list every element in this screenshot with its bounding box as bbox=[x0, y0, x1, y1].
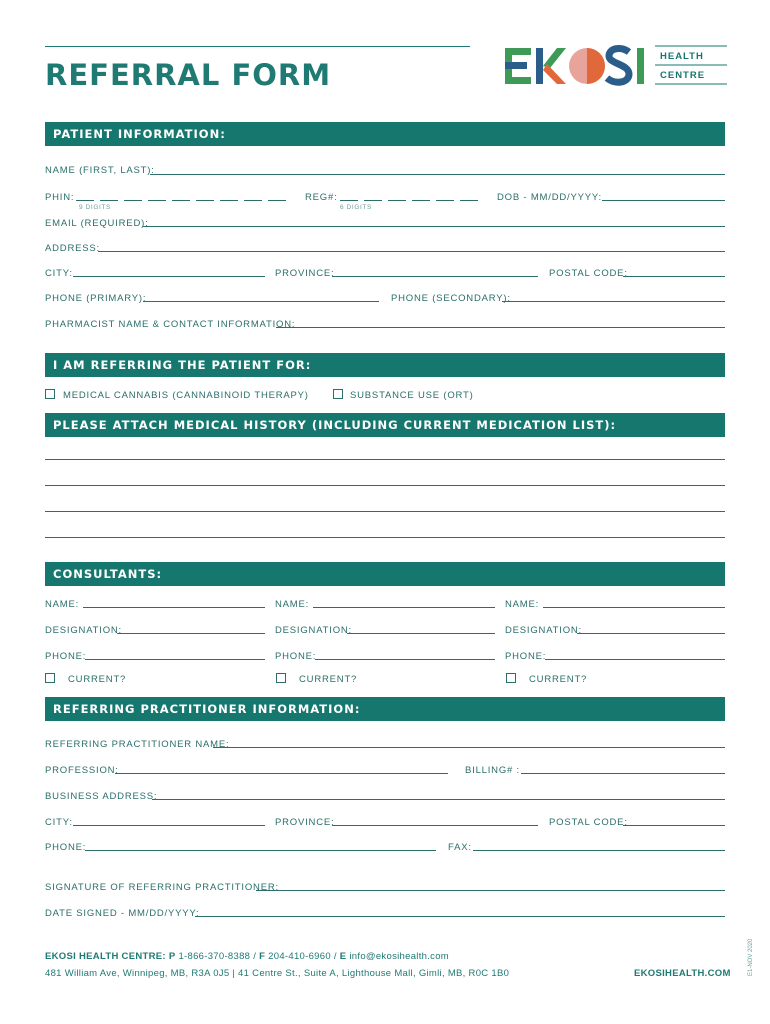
form-version: E1-NOV 2020 bbox=[748, 938, 754, 976]
phin-hint: 9 DIGITS bbox=[79, 204, 111, 211]
profession-label: PROFESSION: bbox=[45, 765, 119, 776]
phone-primary-label: PHONE (PRIMARY): bbox=[45, 293, 147, 304]
consultant3-current-label: CURRENT? bbox=[529, 674, 588, 685]
billing-field[interactable] bbox=[521, 773, 725, 774]
signature-field[interactable] bbox=[256, 890, 725, 891]
history-line-4[interactable] bbox=[45, 537, 725, 538]
consultant2-current-checkbox[interactable] bbox=[276, 673, 286, 683]
history-line-3[interactable] bbox=[45, 511, 725, 512]
consultant1-phone-field[interactable] bbox=[85, 659, 265, 660]
patient-name-field[interactable] bbox=[150, 174, 725, 175]
logo-sub-centre: CENTRE bbox=[660, 70, 706, 81]
date-signed-field[interactable] bbox=[195, 916, 725, 917]
footer-e-label: E bbox=[339, 951, 347, 962]
consultant2-phone-field[interactable] bbox=[315, 659, 495, 660]
consultant1-current-label: CURRENT? bbox=[68, 674, 127, 685]
practitioner-province-label: PROVINCE: bbox=[275, 817, 335, 828]
consultant3-designation-label: DESIGNATION: bbox=[505, 625, 582, 636]
address-label: ADDRESS: bbox=[45, 243, 100, 254]
pharmacist-label: PHARMACIST NAME & CONTACT INFORMATION: bbox=[45, 319, 296, 330]
postal-label: POSTAL CODE: bbox=[549, 268, 628, 279]
business-address-label: BUSINESS ADDRESS: bbox=[45, 791, 158, 802]
practitioner-city-field[interactable] bbox=[73, 825, 265, 826]
email-field[interactable] bbox=[143, 226, 725, 227]
history-line-2[interactable] bbox=[45, 485, 725, 486]
reg-field[interactable] bbox=[340, 200, 478, 202]
consultant1-name-label: NAME: bbox=[45, 599, 80, 610]
consultant3-name-label: NAME: bbox=[505, 599, 540, 610]
footer-org: EKOSI HEALTH CENTRE: bbox=[45, 951, 166, 962]
history-line-1[interactable] bbox=[45, 459, 725, 460]
footer-website[interactable]: EKOSIHEALTH.COM bbox=[634, 968, 731, 979]
substance-checkbox[interactable] bbox=[333, 389, 343, 399]
practitioner-postal-label: POSTAL CODE: bbox=[549, 817, 628, 828]
dob-field[interactable] bbox=[602, 200, 725, 201]
consultants-heading: CONSULTANTS: bbox=[45, 562, 725, 586]
consultant3-phone-label: PHONE: bbox=[505, 651, 547, 662]
consultant3-designation-field[interactable] bbox=[577, 633, 725, 634]
province-field[interactable] bbox=[332, 276, 538, 277]
consultant3-name-field[interactable] bbox=[543, 607, 725, 608]
profession-field[interactable] bbox=[115, 773, 448, 774]
email-label: EMAIL (REQUIRED): bbox=[45, 218, 149, 229]
city-label: CITY: bbox=[45, 268, 73, 279]
consultant1-designation-field[interactable] bbox=[117, 633, 265, 634]
city-field[interactable] bbox=[73, 276, 265, 277]
phin-field[interactable] bbox=[76, 200, 286, 202]
footer-contact bbox=[45, 951, 449, 962]
footer-sep-1: / bbox=[253, 951, 257, 962]
consultant1-designation-label: DESIGNATION: bbox=[45, 625, 122, 636]
business-address-field[interactable] bbox=[152, 799, 725, 800]
practitioner-name-label: REFERRING PRACTITIONER NAME: bbox=[45, 739, 230, 750]
phone-secondary-label: PHONE (SECONDARY): bbox=[391, 293, 511, 304]
substance-label: SUBSTANCE USE (ORT) bbox=[350, 390, 474, 401]
ekosi-logo bbox=[505, 42, 727, 88]
signature-label: SIGNATURE OF REFERRING PRACTITIONER: bbox=[45, 882, 279, 893]
practitioner-city-label: CITY: bbox=[45, 817, 73, 828]
patient-info-heading: PATIENT INFORMATION: bbox=[45, 122, 725, 146]
reg-label: REG#: bbox=[305, 192, 338, 203]
phone-secondary-field[interactable] bbox=[502, 301, 725, 302]
history-heading: PLEASE ATTACH MEDICAL HISTORY (INCLUDING CURRENT MEDICATION LIST): bbox=[45, 413, 725, 437]
fax-label: FAX: bbox=[448, 842, 472, 853]
practitioner-heading: REFERRING PRACTITIONER INFORMATION: bbox=[45, 697, 725, 721]
practitioner-phone-label: PHONE: bbox=[45, 842, 87, 853]
consultant2-current-label: CURRENT? bbox=[299, 674, 358, 685]
footer-phone: 1-866-370-8388 bbox=[178, 951, 251, 962]
consultant2-name-field[interactable] bbox=[313, 607, 495, 608]
practitioner-province-field[interactable] bbox=[332, 825, 538, 826]
date-signed-label: DATE SIGNED - MM/DD/YYYY: bbox=[45, 908, 200, 919]
consultant1-name-field[interactable] bbox=[83, 607, 265, 608]
header-rule bbox=[45, 46, 470, 47]
patient-name-label: NAME (FIRST, LAST): bbox=[45, 165, 155, 176]
practitioner-name-field[interactable] bbox=[213, 747, 725, 748]
footer-email[interactable]: info@ekosihealth.com bbox=[349, 951, 449, 962]
consultant3-phone-field[interactable] bbox=[545, 659, 725, 660]
consultant1-current-checkbox[interactable] bbox=[45, 673, 55, 683]
consultant2-designation-field[interactable] bbox=[347, 633, 495, 634]
cannabis-label: MEDICAL CANNABIS (CANNABINOID THERAPY) bbox=[63, 390, 309, 401]
phin-label: PHIN: bbox=[45, 192, 75, 203]
pharmacist-field[interactable] bbox=[276, 327, 725, 328]
address-field[interactable] bbox=[98, 251, 725, 252]
consultant2-phone-label: PHONE: bbox=[275, 651, 317, 662]
province-label: PROVINCE: bbox=[275, 268, 335, 279]
footer-address: 481 William Ave, Winnipeg, MB, R3A 0J5 | 41 Centre St., Suite A, Lighthouse Mall, Gimli, MB, R0C 1B0 bbox=[45, 968, 510, 979]
consultant2-designation-label: DESIGNATION: bbox=[275, 625, 352, 636]
postal-field[interactable] bbox=[623, 276, 725, 277]
logo-sub-health: HEALTH bbox=[660, 51, 704, 62]
practitioner-postal-field[interactable] bbox=[623, 825, 725, 826]
phone-primary-field[interactable] bbox=[143, 301, 379, 302]
billing-label: BILLING# : bbox=[465, 765, 520, 776]
consultant3-current-checkbox[interactable] bbox=[506, 673, 516, 683]
fax-field[interactable] bbox=[473, 850, 725, 851]
footer-fax: 204-410-6960 bbox=[268, 951, 331, 962]
footer-p-label: P bbox=[168, 951, 176, 962]
dob-label: DOB - MM/DD/YYYY: bbox=[497, 192, 602, 203]
practitioner-phone-field[interactable] bbox=[85, 850, 436, 851]
reg-hint: 6 DIGITS bbox=[340, 204, 372, 211]
consultant1-phone-label: PHONE: bbox=[45, 651, 87, 662]
consultant2-name-label: NAME: bbox=[275, 599, 310, 610]
cannabis-checkbox[interactable] bbox=[45, 389, 55, 399]
footer-f-label: F bbox=[259, 951, 266, 962]
footer-sep-2: / bbox=[333, 951, 337, 962]
page-title: REFERRAL FORM bbox=[45, 58, 332, 92]
referring-for-heading: I AM REFERRING THE PATIENT FOR: bbox=[45, 353, 725, 377]
